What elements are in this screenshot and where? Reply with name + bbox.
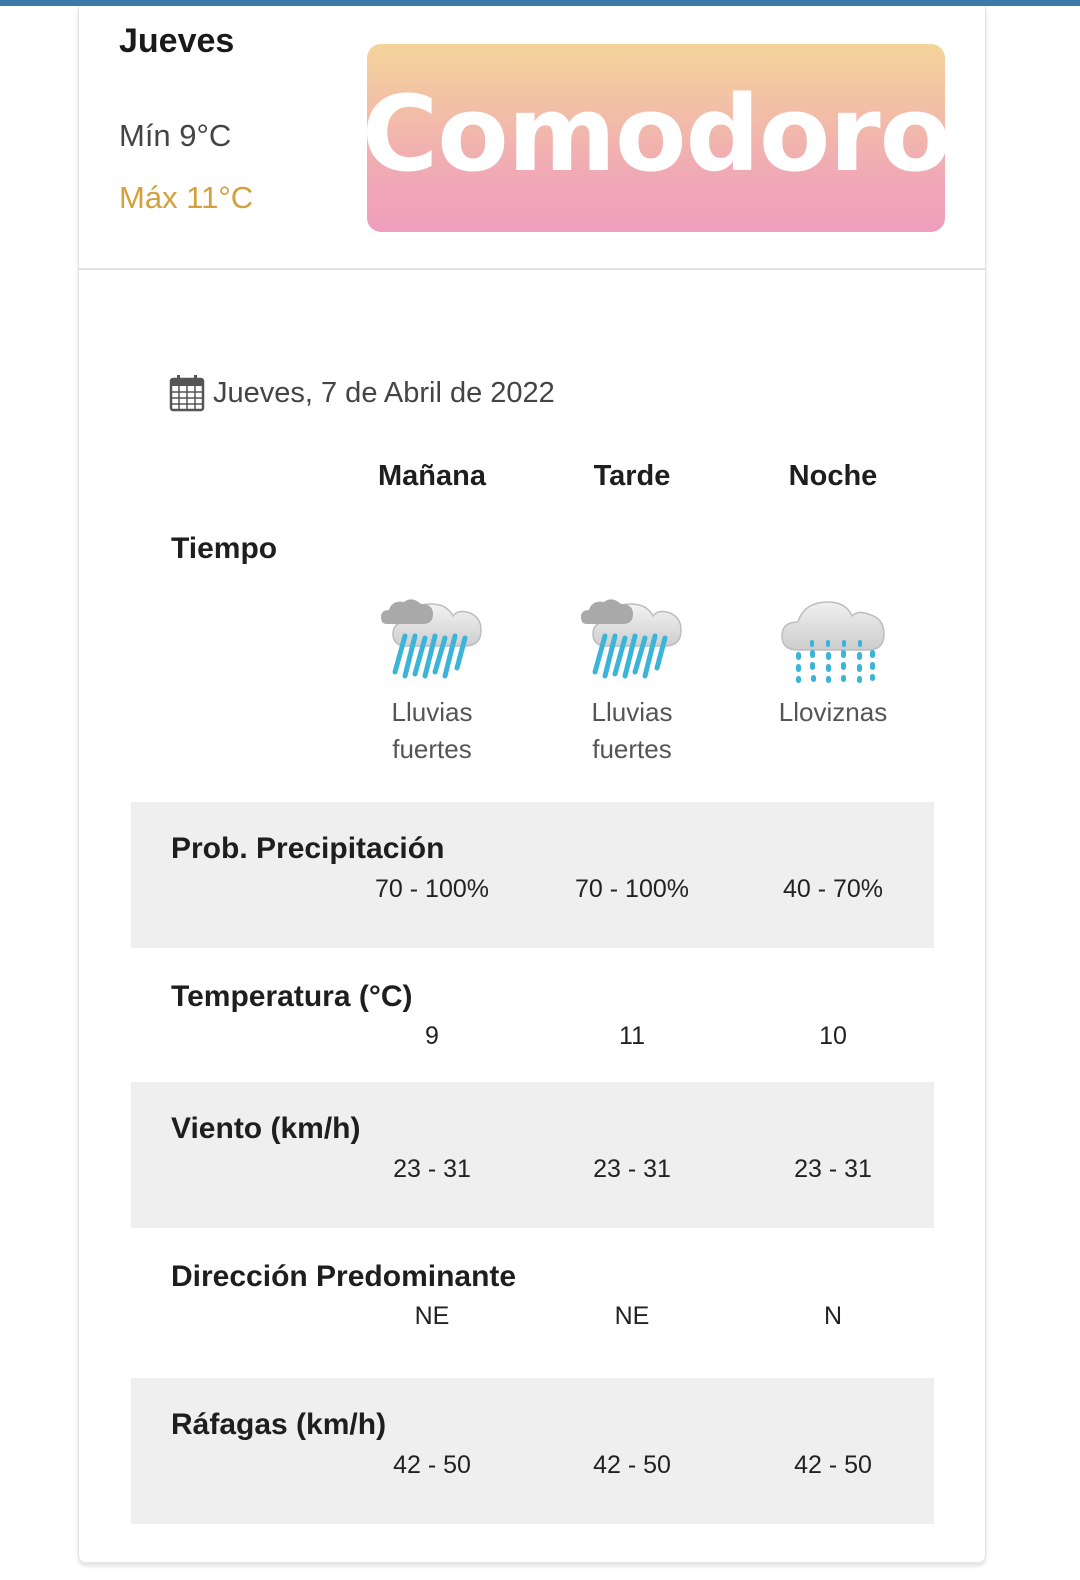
row-value: N	[823, 1302, 843, 1330]
min-temperature: Mín 9°C	[119, 118, 232, 153]
row-value: NE	[614, 1302, 650, 1330]
weather-label: Tiempo	[171, 532, 278, 565]
weather-description-line: Lluvias	[591, 697, 673, 727]
row-value: 23 - 31	[593, 1155, 671, 1183]
heavy-rain-icon	[377, 584, 487, 694]
period-morning: Mañana	[378, 460, 486, 492]
calendar-icon	[169, 374, 205, 412]
row-value: 42 - 50	[393, 1451, 471, 1479]
row-value: 11	[619, 1022, 645, 1050]
weather-description-morning	[342, 694, 522, 768]
period-night: Noche	[788, 460, 878, 492]
row-label: Viento (km/h)	[171, 1112, 361, 1145]
row-value: NE	[414, 1302, 450, 1330]
row-label: Temperatura (°C)	[171, 980, 413, 1013]
period-afternoon: Tarde	[593, 460, 671, 492]
weather-description-line: Lloviznas	[778, 697, 888, 727]
forecast-date: Jueves, 7 de Abril de 2022	[213, 376, 555, 409]
row-value: 70 - 100%	[575, 875, 689, 903]
drizzle-icon	[778, 584, 888, 694]
row-value: 9	[425, 1022, 439, 1050]
row-value: 23 - 31	[393, 1155, 471, 1183]
heavy-rain-icon	[577, 584, 687, 694]
weather-description-line: Lluvias	[391, 697, 473, 727]
row-precipitation	[131, 802, 934, 948]
row-temperature	[131, 948, 934, 1082]
row-label: Ráfagas (km/h)	[171, 1408, 387, 1441]
max-temperature: Máx 11°C	[119, 180, 254, 215]
row-value: 10	[819, 1022, 847, 1050]
row-value: 42 - 50	[794, 1451, 872, 1479]
row-gusts	[131, 1378, 934, 1524]
row-label: Prob. Precipitación	[171, 832, 445, 865]
city-banner	[361, 44, 951, 232]
row-value: 70 - 100%	[375, 875, 489, 903]
day-title: Jueves	[119, 22, 235, 60]
forecast-card	[78, 6, 986, 1563]
row-value: 42 - 50	[593, 1451, 671, 1479]
row-label: Dirección Predominante	[171, 1260, 517, 1293]
row-direction	[131, 1228, 934, 1378]
weather-description-afternoon	[542, 694, 722, 768]
date-row	[169, 374, 555, 412]
header-divider	[79, 268, 985, 270]
row-value: 23 - 31	[794, 1155, 872, 1183]
row-wind	[131, 1082, 934, 1228]
weather-description-night	[743, 694, 923, 731]
weather-description-line: fuertes	[592, 734, 672, 764]
row-value: 40 - 70%	[782, 875, 884, 903]
city-name: Comodoro	[361, 73, 951, 195]
weather-description-line: fuertes	[392, 734, 472, 764]
